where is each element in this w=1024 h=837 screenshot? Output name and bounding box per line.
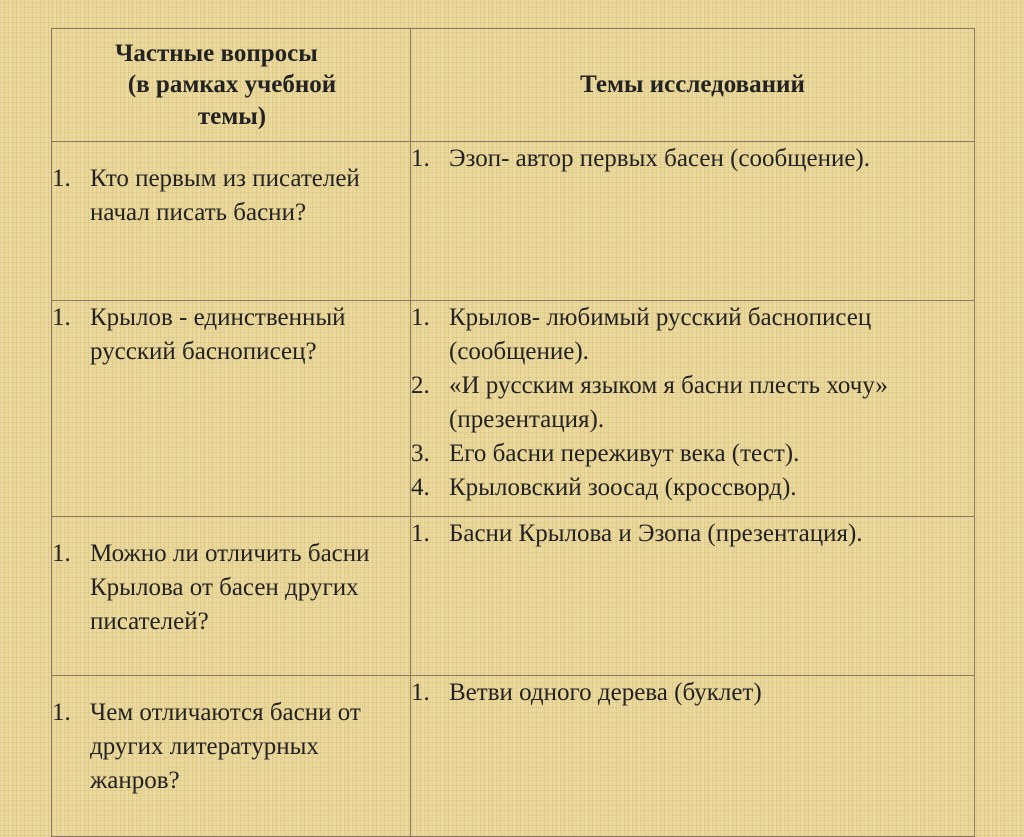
question-cell [52,517,411,676]
question-text: Кто первым из писателей начал писать басни? [90,165,360,226]
topic-text: Крыловский зоосад (кроссворд). [449,474,797,501]
topics-cell [411,676,975,837]
question-cell [52,676,411,837]
question-item [52,537,410,639]
question-text: Можно ли отличить басни Крылова от басен других писателей? [90,540,370,635]
topic-number: 1. [411,145,430,172]
topic-number: 2. [411,372,430,399]
topic-number: 1. [411,520,430,547]
topic-item [411,301,974,369]
topics-cell [411,142,975,301]
topic-item [411,471,974,505]
question-text: Чем отличаются басни от других литературных жанров? [90,699,361,794]
topic-text: Басни Крылова и Эзопа (презентация). [449,520,863,547]
question-number: 1. [52,304,71,331]
table-row [52,142,975,301]
topic-item [411,437,974,471]
table-header-row [52,29,975,142]
header-topics-label: Темы исследований [580,71,805,99]
header-topics [411,29,975,142]
table-row [52,517,975,676]
question-number: 1. [52,165,71,192]
topic-item [411,369,974,437]
topic-number: 3. [411,440,430,467]
topic-number: 4. [411,474,430,501]
question-text: Крылов - единственный русский баснописец? [90,304,346,365]
question-item [52,696,410,798]
topic-item [411,676,974,710]
research-table [51,28,975,837]
topic-text: Его басни переживут века (тест). [449,440,800,467]
question-item [52,301,410,369]
topic-text: Эзоп- автор первых басен (сообщение). [449,145,870,172]
question-cell [52,301,411,517]
topic-number: 1. [411,679,430,706]
header-questions-line3: темы) [197,102,267,130]
topic-number: 1. [411,304,430,331]
header-questions [52,29,411,142]
header-questions-line1: Частные вопросы [115,40,318,68]
question-number: 1. [52,699,71,726]
table-row [52,301,975,517]
topics-cell [411,517,975,676]
topic-text: «И русским языком я басни плесть хочу» (презентация). [449,372,888,433]
question-number: 1. [52,540,71,567]
question-item [52,162,410,230]
header-questions-line2: (в рамках учебной [127,71,337,99]
topics-cell [411,301,975,517]
topic-item [411,517,974,551]
topic-item [411,142,974,176]
table-row [52,676,975,837]
topic-text: Ветви одного дерева (буклет) [449,679,762,706]
question-cell [52,142,411,301]
topic-text: Крылов- любимый русский баснописец (сообщение). [449,304,872,365]
